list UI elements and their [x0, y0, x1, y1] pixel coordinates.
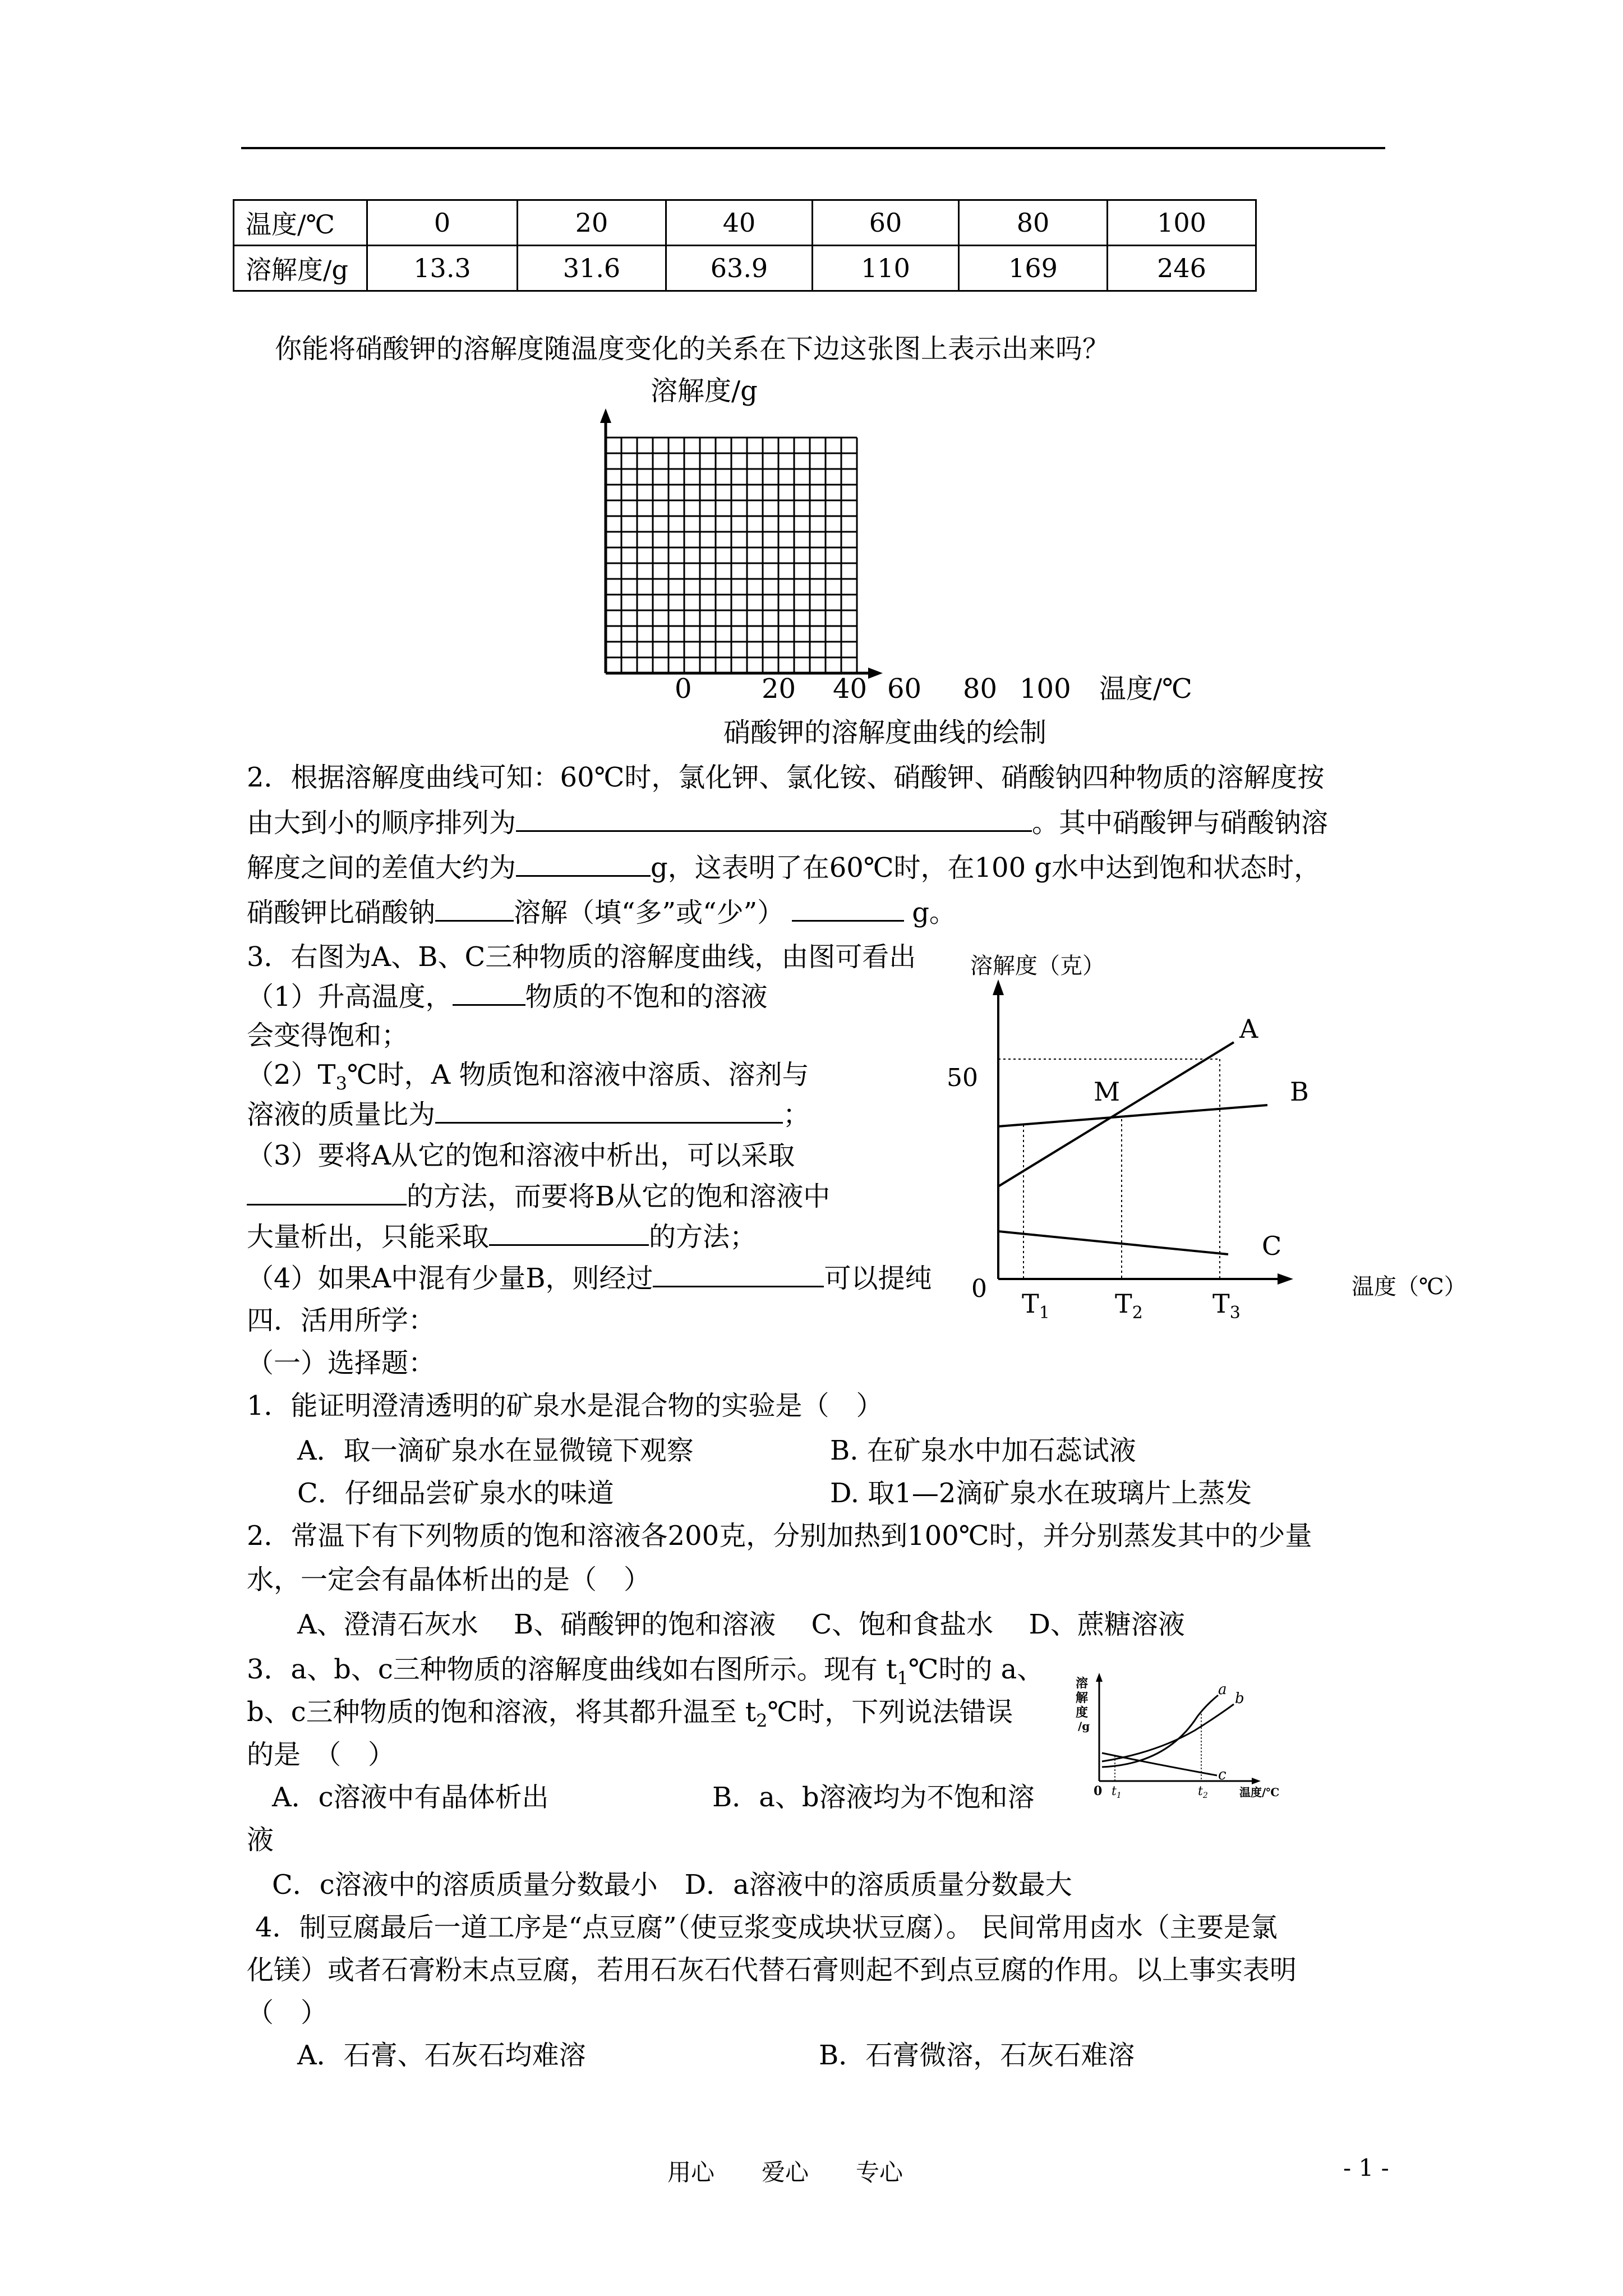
answer-blank[interactable]	[653, 1261, 824, 1287]
intro-question: 你能将硝酸钾的溶解度随温度变化的关系在下边这张图上表示出来吗？	[275, 333, 1110, 365]
mc1-option-a: A．取一滴矿泉水在显微镜下观察	[297, 1435, 694, 1466]
series-label-b: B	[1290, 1076, 1309, 1107]
small-series-b: b	[1235, 1690, 1244, 1707]
grid-ylabel: 溶解度/g	[651, 375, 758, 407]
small-ylabel-1: 溶	[1076, 1676, 1089, 1691]
small-ylabel-2: 解	[1076, 1691, 1089, 1705]
mc3-option-b: B．a、b溶液均为不饱和溶	[712, 1782, 1035, 1813]
mc2-stem1: 2．常温下有下列物质的饱和溶液各200克，分别加热到100℃时，并分别蒸发其中的少量	[247, 1520, 1312, 1552]
table-header-label: 温度/℃	[234, 200, 367, 246]
table-row-label: 溶解度/g	[234, 246, 367, 291]
table-cell: 100	[1108, 200, 1256, 246]
mc3-stem1	[247, 1653, 1044, 1695]
x-tick-t1: $T_1$	[1022, 1289, 1050, 1323]
q2-text: g，这表明了在60℃时，在100 g水中达到饱和状态时，	[651, 852, 1321, 884]
mc3-subscript: 2	[756, 1710, 768, 1732]
table-cell: 13.3	[367, 246, 518, 291]
abc-ylabel: 溶解度（克）	[970, 953, 1105, 979]
q3-text: ；	[783, 1099, 810, 1130]
answer-blank[interactable]	[453, 979, 525, 1006]
mc1-option-c: C．仔细品尝矿泉水的味道	[297, 1478, 614, 1509]
q3-text: 的方法；	[649, 1221, 757, 1253]
section4-title: 四．活用所学：	[247, 1305, 436, 1336]
small-ylabel-3: 度	[1076, 1705, 1089, 1720]
q3-p4-clip	[247, 1261, 951, 1298]
q3-text: 可以提纯	[824, 1263, 932, 1294]
mc3-stem2	[247, 1695, 1013, 1738]
small-ylabel-4: /g	[1078, 1719, 1090, 1733]
mc4-option-a: A．石膏、石灰石均难溶	[297, 2040, 586, 2071]
table-row	[234, 246, 1256, 291]
q3-p3-line3	[247, 1220, 757, 1254]
q2-text: 解度之间的差值大约为	[247, 852, 517, 884]
mc1-option-d: D. 取1—2滴矿泉水在玻璃片上蒸发	[830, 1478, 1252, 1509]
q2-text: 溶解（填“多”或“少”）	[514, 897, 785, 928]
mc3-text: b、c三种物质的饱和溶液，将其都升温至 t	[247, 1696, 757, 1728]
mc4-stem3: （ ）	[247, 1997, 328, 2028]
point-label-m: M	[1094, 1076, 1121, 1107]
grid-xtick: 20	[762, 673, 796, 705]
series-line-c	[998, 1231, 1228, 1254]
q3-p3-line2	[247, 1179, 830, 1213]
table-cell: 20	[518, 200, 666, 246]
answer-blank[interactable]	[516, 850, 651, 877]
x-tick-t3: $T_3$	[1212, 1289, 1241, 1323]
series-line-c	[1102, 1753, 1217, 1775]
q3-p2	[247, 1058, 809, 1101]
small-t2: $t_2$	[1198, 1784, 1208, 1800]
answer-blank[interactable]	[489, 1220, 649, 1246]
small-series-c: c	[1218, 1766, 1227, 1783]
table-cell: 110	[813, 246, 959, 291]
q3-text: （4）如果A中混有少量B，则经过	[247, 1263, 653, 1294]
answer-blank[interactable]	[247, 1179, 407, 1205]
page-number: - 1 -	[1343, 2154, 1389, 2182]
q3-text: ℃时，A 物质饱和溶液中溶质、溶剂与	[347, 1059, 809, 1091]
mc3-options-cd: C．c溶液中的溶质质量分数最小 D．a溶液中的溶质质量分数最大	[272, 1869, 1072, 1901]
q2-line1: 2．根据溶解度曲线可知：60℃时，氯化钾、氯化铵、硝酸钾、硝酸钠四种物质的溶解度按	[247, 762, 1325, 793]
x-tick-t2: $T_2$	[1115, 1289, 1143, 1323]
y-tick-50: 50	[947, 1064, 978, 1092]
q2-text: 由大到小的顺序排列为	[247, 807, 517, 839]
q2-line4	[247, 895, 956, 930]
header-rule	[241, 147, 1385, 149]
origin-label: 0	[971, 1274, 987, 1303]
q3-subscript: 3	[335, 1073, 347, 1094]
mc3-text: 3．a、b、c三种物质的溶解度曲线如右图所示。现有 t	[247, 1654, 897, 1685]
grid-xtick: 60	[887, 673, 922, 705]
table-row	[234, 200, 1256, 246]
grid-caption: 硝酸钾的溶解度曲线的绘制	[723, 717, 1047, 748]
grid-xtick: 80	[963, 673, 998, 705]
grid-xtick: 0	[675, 673, 692, 705]
mc1-stem: 1．能证明澄清透明的矿泉水是混合物的实验是（ ）	[247, 1390, 883, 1421]
table-cell: 80	[959, 200, 1108, 246]
table-cell: 60	[813, 200, 959, 246]
q3-p2-line2	[247, 1097, 810, 1131]
q2-text: g。	[912, 897, 956, 928]
q2-line3	[247, 850, 1321, 885]
answer-blank[interactable]	[435, 1097, 783, 1124]
series-line-b	[1102, 1704, 1234, 1761]
mc3-option-a: A．c溶液中有晶体析出	[272, 1782, 549, 1813]
mc2-options: A、澄清石灰水 B、硝酸钾的饱和溶液 C、饱和食盐水 D、蔗糖溶液	[297, 1609, 1185, 1640]
table-cell: 246	[1108, 246, 1256, 291]
mc4-option-b: B．石膏微溶，石灰石难溶	[819, 2040, 1135, 2071]
q3-text: 的方法，而要将B从它的饱和溶液中	[407, 1181, 831, 1212]
mc4-stem2: 化镁）或者石膏粉末点豆腐，若用石灰石代替石膏则起不到点豆腐的作用。以上事实表明	[247, 1954, 1297, 1986]
series-label-a: A	[1239, 1014, 1258, 1044]
small-series-a: a	[1218, 1681, 1227, 1698]
series-line-a	[998, 1042, 1234, 1186]
q3-intro: 3．右图为A、B、C三种物质的溶解度曲线，由图可看出	[247, 941, 916, 973]
series-label-c: C	[1262, 1231, 1282, 1261]
small-xlabel: 温度/℃	[1239, 1786, 1280, 1799]
q3-p1c: 会变得饱和；	[247, 1020, 409, 1051]
footer-motto: 用心 爱心 专心	[667, 2159, 903, 2186]
mc1-option-b: B. 在矿泉水中加石蕊试液	[830, 1435, 1136, 1466]
q2-text: 。其中硝酸钾与硝酸钠溶	[1032, 807, 1329, 839]
q3-p1	[247, 979, 768, 1014]
section4-sub: （一）选择题：	[247, 1347, 436, 1379]
grid-xaxis-labels	[0, 672, 1623, 706]
q3-text: （2）T	[247, 1059, 336, 1091]
abc-solubility-chart	[937, 976, 1307, 1324]
grid-xtick: 40	[833, 673, 868, 705]
table-cell: 169	[959, 246, 1108, 291]
q3-p3: （3）要将A从它的饱和溶液中析出，可以采取	[247, 1140, 795, 1171]
solubility-table	[233, 199, 1257, 292]
mc3-text: ℃时，下列说法错误	[767, 1696, 1013, 1728]
mc3-subscript: 1	[897, 1667, 909, 1689]
q3-text: （1）升高温度，	[247, 981, 453, 1013]
table-cell: 31.6	[518, 246, 666, 291]
q3-text: 物质的不饱和的溶液	[525, 981, 768, 1013]
table-cell: 63.9	[666, 246, 813, 291]
mc3-stem3: 的是 （ ）	[247, 1739, 395, 1770]
q2-line2	[247, 806, 1328, 840]
mc3-text: ℃时的 a、	[908, 1654, 1044, 1685]
mc4-stem1: 4．制豆腐最后一道工序是“点豆腐”（使豆浆变成块状豆腐）。 民间常用卤水（主要是氯	[255, 1912, 1278, 1943]
table-cell: 0	[367, 200, 518, 246]
small-origin: 0	[1094, 1784, 1103, 1798]
empty-grid-chart	[583, 404, 1223, 707]
answer-blank[interactable]	[792, 895, 904, 922]
q3-text: 大量析出，只能采取	[247, 1221, 490, 1253]
grid-xtick: 100	[1020, 673, 1071, 705]
q3-p4	[247, 1261, 932, 1295]
mc3-option-b-cont: 液	[247, 1824, 274, 1856]
table-cell: 40	[666, 200, 813, 246]
q3-text: 溶液的质量比为	[247, 1099, 436, 1130]
series-line-b	[998, 1105, 1267, 1126]
small-t1: $t_1$	[1112, 1784, 1122, 1800]
q2-text: 硝酸钾比硝酸钠	[247, 897, 436, 928]
grid-xlabel: 温度/℃	[1099, 673, 1192, 705]
answer-blank[interactable]	[516, 806, 1032, 832]
small-solubility-chart	[1071, 1660, 1312, 1818]
mc2-stem2: 水，一定会有晶体析出的是（ ）	[247, 1564, 651, 1595]
answer-blank[interactable]	[435, 895, 514, 922]
abc-xlabel: 温度（℃）	[1352, 1274, 1467, 1300]
